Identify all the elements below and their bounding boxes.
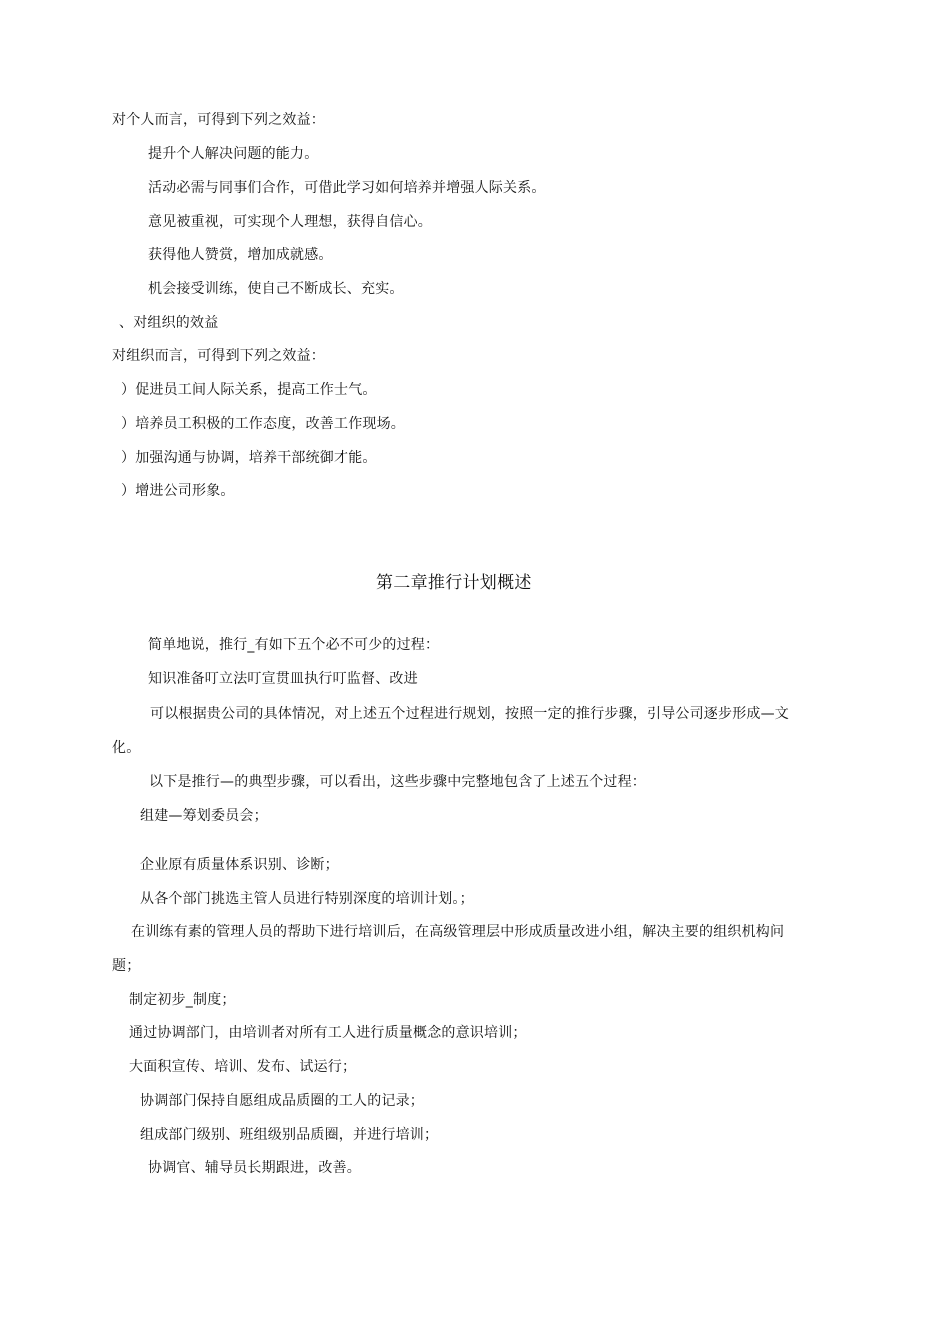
step-item: 大面积宣传、培训、发布、试运行；	[129, 1059, 357, 1075]
step-item: 组成部门级别、班组级别品质圈，并进行培训；	[140, 1127, 439, 1143]
organization-benefit-item: ）增进公司形象。	[121, 483, 235, 499]
organization-benefit-item: ）培养员工积极的工作态度，改善工作现场。	[121, 416, 405, 432]
step-item: 协调官、辅导员长期跟进，改善。	[148, 1160, 361, 1176]
step-item: 协调部门保持自愿组成品质圈的工人的记录；	[140, 1093, 424, 1109]
paragraph-line: 化。	[112, 740, 141, 756]
step-item: 企业原有质量体系识别、诊断；	[140, 857, 339, 873]
individual-benefit-item: 机会接受训练，使自己不断成长、充实。	[148, 281, 404, 297]
individual-benefits-intro: 对个人而言，可得到下列之效益：	[112, 112, 325, 128]
individual-benefit-item: 活动必需与同事们合作，可借此学习如何培养并增强人际关系。	[148, 180, 546, 196]
paragraph: 简单地说，推行_有如下五个必不可少的过程：	[148, 637, 440, 653]
step-item-continuation: 题；	[112, 958, 141, 974]
organization-benefit-item: ）促进员工间人际关系，提高工作士气。	[121, 382, 377, 398]
individual-benefit-item: 提升个人解决问题的能力。	[148, 146, 319, 162]
step-item: 制定初步_制度；	[129, 992, 236, 1008]
step-item: 从各个部门挑选主管人员进行特别深度的培训计划。；	[140, 891, 474, 907]
paragraph: 以下是推行—的典型步骤，可以看出，这些步骤中完整地包含了上述五个过程：	[149, 774, 646, 790]
individual-benefit-item: 意见被重视，可实现个人理想，获得自信心。	[148, 214, 432, 230]
chapter-title: 第二章推行计划概述	[376, 573, 532, 593]
step-item: 在训练有素的管理人员的帮助下进行培训后，在高级管理层中形成质量改进小组，解决主要的组织机构问	[131, 924, 785, 940]
organization-benefits-intro: 对组织而言，可得到下列之效益：	[112, 348, 325, 364]
organization-benefits-subtitle: 、对组织的效益	[119, 315, 219, 331]
step-item: 通过协调部门，由培训者对所有工人进行质量概念的意识培训；	[129, 1025, 527, 1041]
paragraph-line: 可以根据贵公司的具体情况，对上述五个过程进行规划，按照一定的推行步骤，引导公司逐步形成—文	[150, 706, 789, 722]
process-flow-line: 知识准备叮立法叮宣贯皿执行叮监督、改进	[148, 671, 418, 687]
individual-benefit-item: 获得他人赞赏，增加成就感。	[148, 247, 333, 263]
organization-benefit-item: ）加强沟通与协调，培养干部统御才能。	[121, 450, 377, 466]
step-item: 组建—筹划委员会；	[140, 808, 268, 824]
